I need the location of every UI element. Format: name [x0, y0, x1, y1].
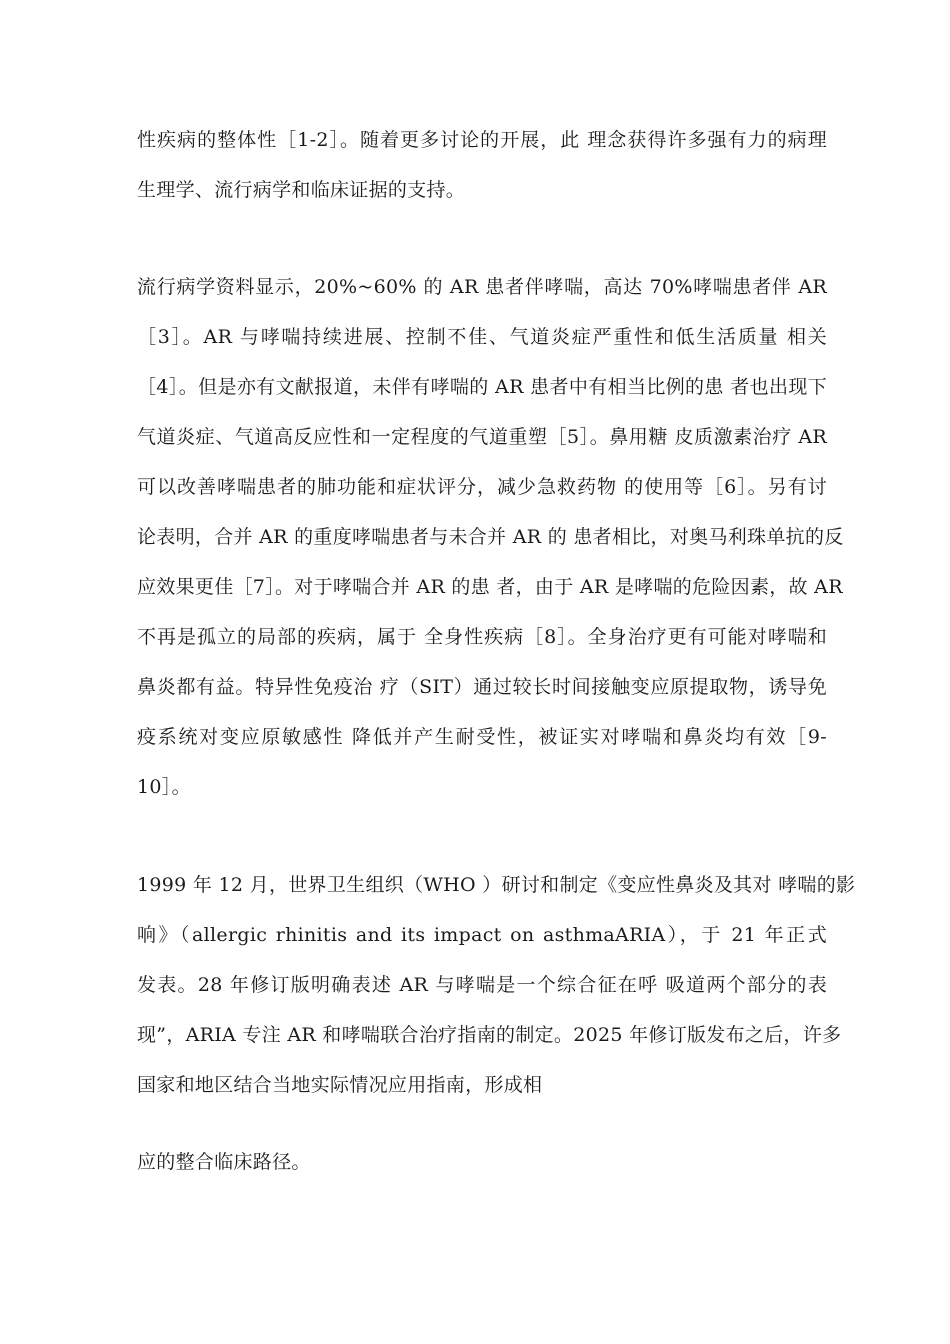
text-line: 生理学、流行病学和临床证据的支持。	[137, 179, 466, 201]
text-line: 1999 年 12 月，世界卫生组织（WHO ）研讨和制定《变应性鼻炎及其对 哮喘的影	[137, 874, 856, 896]
text-line: 国家和地区结合当地实际情况应用指南，形成相	[137, 1074, 543, 1096]
text-line: 应效果更佳［7］。对于哮喘合并 AR 的患 者，由于 AR 是哮喘的危险因素，故 AR	[137, 576, 843, 598]
paragraph-3	[137, 860, 856, 1110]
text-line: 流行病学资料显示，20%~60% 的 AR 患者伴哮喘，高达 70%哮喘患者伴 AR	[137, 276, 827, 298]
paragraph-4	[137, 1137, 827, 1187]
text-line: 响》（allergic rhinitis and its impact on asthmaARIA），于 21 年正式	[137, 924, 827, 946]
paragraph-1	[137, 115, 827, 215]
text-line: 可以改善哮喘患者的肺功能和症状评分，减少急救药物 的使用等［6］。另有讨	[137, 476, 827, 498]
text-line: 发表。28 年修订版明确表述 AR 与哮喘是一个综合征在呼 吸道两个部分的表	[137, 974, 827, 996]
text-line: 气道炎症、气道高反应性和一定程度的气道重塑［5］。鼻用糖 皮质激素治疗 AR	[137, 426, 827, 448]
text-line: 应的整合临床路径。	[137, 1151, 311, 1173]
text-line: 性疾病的整体性［1-2］。随着更多讨论的开展，此 理念获得许多强有力的病理	[137, 129, 827, 151]
text-line: 10］。	[137, 776, 191, 798]
text-line: 现”，ARIA 专注 AR 和哮喘联合治疗指南的制定。2025 年修订版发布之后，许多	[137, 1024, 842, 1046]
text-line: 论表明，合并 AR 的重度哮喘患者与未合并 AR 的 患者相比，对奥马利珠单抗的反	[137, 526, 844, 548]
text-line: 不再是孤立的局部的疾病，属于 全身性疾病［8］。全身治疗更有可能对哮喘和	[137, 626, 827, 648]
text-line: ［4］。但是亦有文献报道，未伴有哮喘的 AR 患者中有相当比例的患 者也出现下	[137, 376, 827, 398]
paragraph-2	[137, 262, 844, 812]
text-line: ［3］。AR 与哮喘持续进展、控制不佳、气道炎症严重性和低生活质量 相关	[137, 326, 827, 348]
text-line: 疫系统对变应原敏感性 降低并产生耐受性，被证实对哮喘和鼻炎均有效［9-	[137, 726, 827, 748]
text-line: 鼻炎都有益。特异性免疫治 疗（SIT）通过较长时间接触变应原提取物，诱导免	[137, 676, 827, 698]
